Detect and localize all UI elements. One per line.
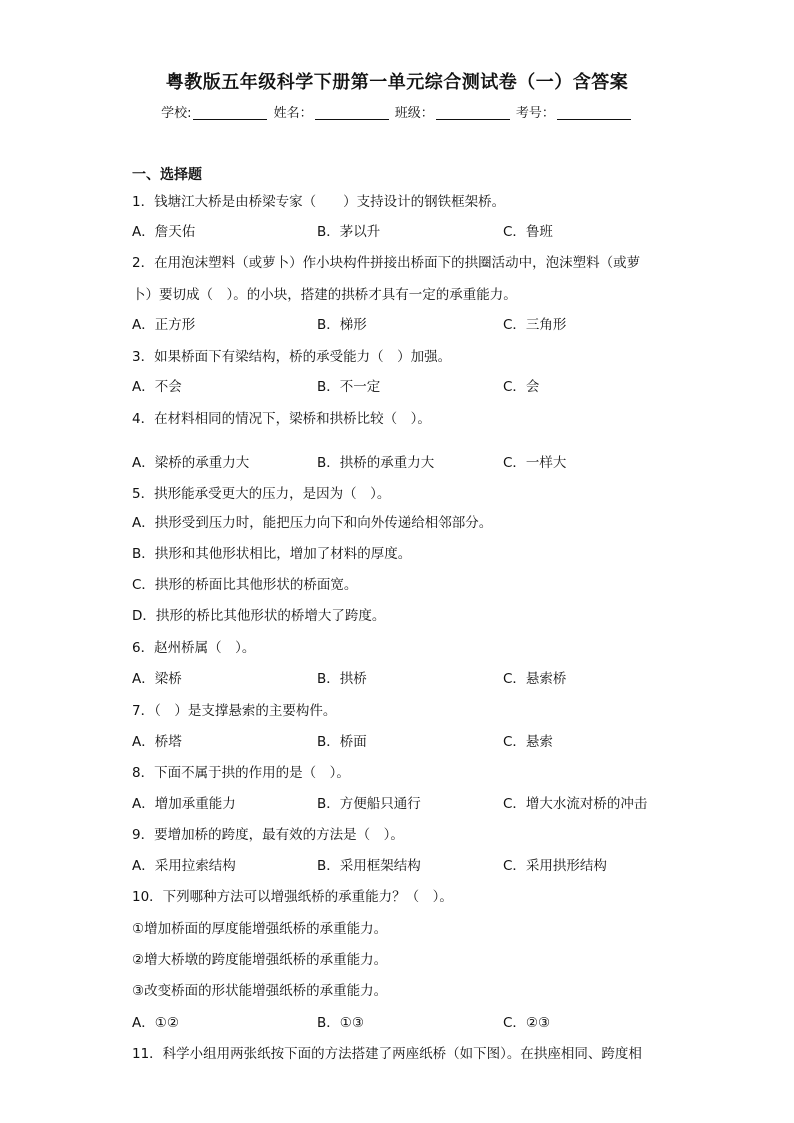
question-stem: 4．在材料相同的情况下，梁桥和拱桥比较（ ）。	[132, 411, 431, 427]
question-line: B．拱形和其他形状相比，增加了材料的厚度。	[132, 546, 412, 562]
answer-option[interactable]: C．悬索	[503, 734, 553, 750]
student-info-row	[0, 102, 794, 121]
question-stem: 7．（ ）是支撑悬索的主要构件。	[132, 703, 337, 719]
answer-option[interactable]: B．拱桥	[317, 671, 367, 687]
question-stem: 2．在用泡沫塑料（或萝卜）作小块构件拼接出桥面下的拱圈活动中，泡沫塑料（或萝	[132, 255, 641, 271]
answer-option[interactable]: A．采用拉索结构	[132, 858, 236, 874]
question-stem: 10．下列哪种方法可以增强纸桥的承重能力？（ ）。	[132, 889, 453, 905]
question-stem: 11．科学小组用两张纸按下面的方法搭建了两座纸桥（如下图）。在拱座相同、跨度相	[132, 1046, 642, 1062]
question-line: ③改变桥面的形状能增强纸桥的承重能力。	[132, 983, 388, 999]
answer-option[interactable]: B．方便船只通行	[317, 796, 421, 812]
answer-option[interactable]: A．桥塔	[132, 734, 182, 750]
answer-option[interactable]: B．不一定	[317, 379, 381, 395]
answer-option[interactable]: A．①②	[132, 1015, 179, 1031]
question-line: ①增加桥面的厚度能增强纸桥的承重能力。	[132, 921, 388, 937]
question-stem: 9．要增加桥的跨度，最有效的方法是（ ）。	[132, 827, 404, 843]
answer-option[interactable]: B．桥面	[317, 734, 367, 750]
question-stem: 1．钱塘江大桥是由桥梁专家（ ）支持设计的钢铁框架桥。	[132, 194, 506, 210]
answer-option[interactable]: B．采用框架结构	[317, 858, 421, 874]
answer-option[interactable]: A．梁桥的承重力大	[132, 455, 250, 471]
answer-option[interactable]: C．鲁班	[503, 224, 553, 240]
class-label: 班级：	[394, 106, 434, 121]
school-label: 学校:	[161, 106, 192, 121]
section-heading: 一、选择题	[132, 167, 202, 183]
answer-option[interactable]: B．①③	[317, 1015, 364, 1031]
answer-option[interactable]: A．正方形	[132, 317, 196, 333]
question-stem: 6．赵州桥属（ ）。	[132, 640, 256, 656]
question-line: ②增大桥墩的跨度能增强纸桥的承重能力。	[132, 952, 388, 968]
answer-option[interactable]: C．三角形	[503, 317, 567, 333]
question-stem: 3．如果桥面下有梁结构，桥的承受能力（ ）加强。	[132, 349, 452, 365]
answer-option[interactable]: C．会	[503, 379, 540, 395]
question-stem: 5．拱形能承受更大的压力，是因为（ ）。	[132, 486, 391, 502]
number-blank[interactable]	[557, 105, 631, 120]
page-title: 粤教版五年级科学下册第一单元综合测试卷（一）含答案	[165, 72, 629, 93]
answer-option[interactable]: C．②③	[503, 1015, 551, 1031]
question-stem: 8．下面不属于拱的作用的是（ ）。	[132, 765, 350, 781]
name-label: 姓名：	[273, 106, 313, 121]
question-line: A．拱形受到压力时，能把压力向下和向外传递给相邻部分。	[132, 515, 493, 531]
number-label: 考号：	[515, 106, 555, 121]
question-line: C．拱形的桥面比其他形状的桥面宽。	[132, 577, 358, 593]
answer-option[interactable]: C．采用拱形结构	[503, 858, 607, 874]
question-line: 卜）要切成（ ）。的小块，搭建的拱桥才具有一定的承重能力。	[132, 287, 517, 303]
answer-option[interactable]: B．茅以升	[317, 224, 381, 240]
answer-option[interactable]: B．拱桥的承重力大	[317, 455, 435, 471]
answer-option[interactable]: A．不会	[132, 379, 182, 395]
name-blank[interactable]	[315, 105, 389, 120]
answer-option[interactable]: A．梁桥	[132, 671, 182, 687]
answer-option[interactable]: C．悬索桥	[503, 671, 567, 687]
answer-option[interactable]: B．梯形	[317, 317, 367, 333]
school-blank[interactable]	[193, 105, 267, 120]
answer-option[interactable]: A．增加承重能力	[132, 796, 236, 812]
answer-option[interactable]: C．一样大	[503, 455, 567, 471]
answer-option[interactable]: A．詹天佑	[132, 224, 196, 240]
answer-option[interactable]: C．增大水流对桥的冲击	[503, 796, 648, 812]
class-blank[interactable]	[436, 105, 510, 120]
question-line: D．拱形的桥比其他形状的桥增大了跨度。	[132, 608, 386, 624]
